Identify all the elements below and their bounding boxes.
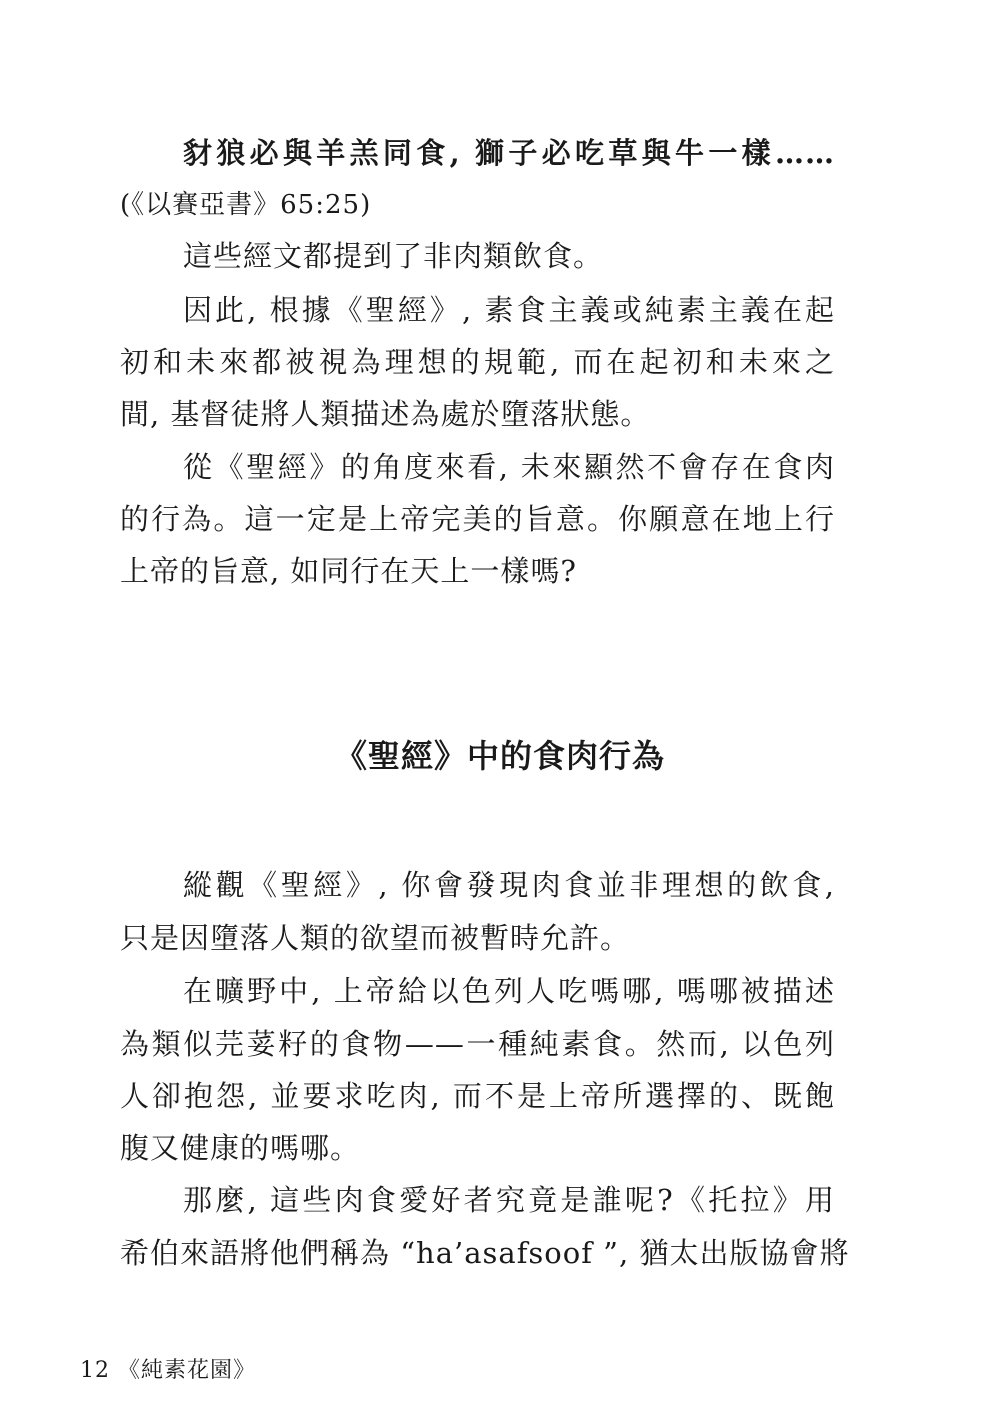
page-footer (80, 1356, 256, 1386)
page-number: 12 (80, 1358, 110, 1383)
paragraph-line: 從《聖經》的角度來看, 未來顯然不會存在食肉 (183, 450, 835, 484)
book-title: 《純素花園》 (118, 1358, 257, 1383)
quote-verse: 豺狼必與羊羔同食, 獅子必吃草與牛一樣…… (183, 136, 835, 170)
paragraph-line: 腹又健康的嗎哪。 (120, 1131, 361, 1165)
paragraph-line: 只是因墮落人類的欲望而被暫時允許。 (120, 921, 631, 955)
paragraph-line: 間, 基督徒將人類描述為處於墮落狀態。 (120, 397, 651, 431)
paragraph-line: 縱觀《聖經》, 你會發現肉食並非理想的飲食, (183, 868, 835, 902)
section-heading: 《聖經》中的食肉行為 (334, 737, 665, 775)
paragraph-line: 的行為。這一定是上帝完美的旨意。你願意在地上行 (120, 502, 835, 536)
paragraph-line: 在曠野中, 上帝給以色列人吃嗎哪, 嗎哪被描述 (183, 974, 835, 1008)
paragraph-line: 這些經文都提到了非肉類飲食。 (183, 239, 604, 273)
paragraph-line: 那麼, 這些肉食愛好者究竟是誰呢?《托拉》用 (183, 1183, 835, 1217)
paragraph-line: 上帝的旨意, 如同行在天上一樣嗎? (120, 554, 577, 588)
paragraph-line: 因此, 根據《聖經》, 素食主義或純素主義在起 (183, 293, 835, 327)
paragraph-line: 為類似芫荽籽的食物——一種純素食。然而, 以色列 (120, 1027, 835, 1061)
quote-citation: (《以賽亞書》65:25) (120, 190, 372, 220)
paragraph-line: 初和未來都被視為理想的規範, 而在起初和未來之 (120, 345, 835, 379)
paragraph-line: 希伯來語將他們稱為 “ha’asafsoof ”, 猶太出版協會將 (120, 1236, 850, 1270)
paragraph-line: 人卻抱怨, 並要求吃肉, 而不是上帝所選擇的、既飽 (120, 1079, 835, 1113)
